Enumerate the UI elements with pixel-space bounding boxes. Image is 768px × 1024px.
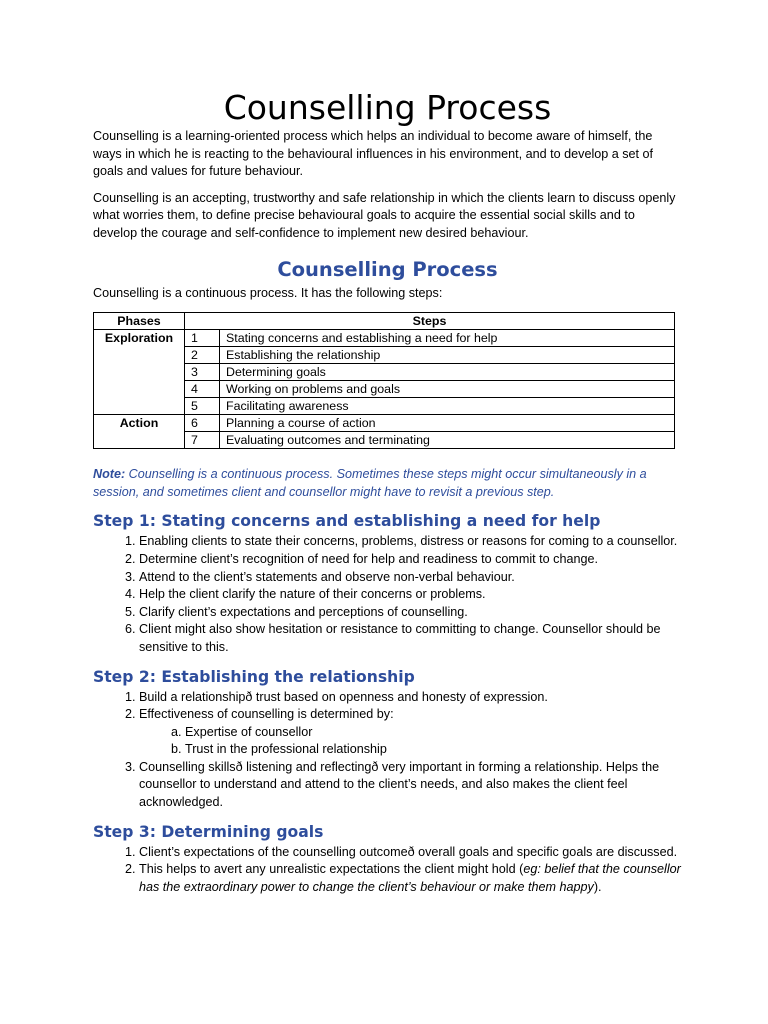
list-item: 3. Attend to the client’s statements and observe non-verbal behaviour. xyxy=(139,569,682,587)
section-intro: Counselling is a continuous process. It has the following steps: xyxy=(93,285,443,300)
step-number: 3 xyxy=(185,364,220,381)
list-item-example: eg: belief that the counsellor has the extraordinary power to change the client’s behaviour or make them happy xyxy=(139,862,681,894)
step-text: Evaluating outcomes and terminating xyxy=(220,432,675,449)
sublist-item: b. Trust in the professional relationship xyxy=(185,741,682,759)
list-item xyxy=(139,861,682,896)
step2-list xyxy=(93,689,682,812)
note-label: Note: xyxy=(93,467,126,482)
step2-heading: Step 2: Establishing the relationship xyxy=(93,667,415,686)
list-item-text: This helps to avert any unrealistic expectations the client might hold ( xyxy=(139,862,524,877)
step-text: Establishing the relationship xyxy=(220,347,675,364)
step-text: Planning a course of action xyxy=(220,415,675,432)
step-text: Working on problems and goals xyxy=(220,381,675,398)
step-text: Facilitating awareness xyxy=(220,398,675,415)
step-number: 5 xyxy=(185,398,220,415)
list-item: 5. Clarify client’s expectations and perceptions of counselling. xyxy=(139,604,682,622)
step1-list xyxy=(93,533,682,656)
phase-exploration: Exploration xyxy=(94,330,185,415)
list-item xyxy=(139,706,682,759)
list-item-text-end: ). xyxy=(593,879,602,894)
step-number: 2 xyxy=(185,347,220,364)
table-row xyxy=(94,330,675,347)
table-header-row xyxy=(94,313,675,330)
step-text: Determining goals xyxy=(220,364,675,381)
table-header-phases: Phases xyxy=(94,313,185,330)
list-item: 1. Enabling clients to state their concerns, problems, distress or reasons for coming to a counsellor. xyxy=(139,533,682,551)
phase-action: Action xyxy=(94,415,185,449)
table-header-steps: Steps xyxy=(185,313,675,330)
step-text: Stating concerns and establishing a need for help xyxy=(220,330,675,347)
list-item: 1. Client’s expectations of the counselling outcomeð overall goals and specific goals are discussed. xyxy=(139,844,682,862)
page-title: Counselling Process xyxy=(223,88,552,127)
sublist-item: a. Expertise of counsellor xyxy=(185,724,682,742)
step1-heading: Step 1: Stating concerns and establishing a need for help xyxy=(93,512,601,531)
note-text: Counselling is a continuous process. Sometimes these steps might occur simultaneously in a session, and sometimes client and counsellor might have to revisit a previous step. xyxy=(93,467,647,499)
list-item-text: Effectiveness of counselling is determined by: xyxy=(139,707,394,722)
phases-table xyxy=(93,312,675,449)
step-number: 6 xyxy=(185,415,220,432)
note-paragraph xyxy=(93,466,682,501)
step3-heading: Step 3: Determining goals xyxy=(93,822,324,841)
list-item: 6. Client might also show hesitation or resistance to committing to change. Counsellor should be sensitive to this. xyxy=(139,621,682,656)
list-item: 4. Help the client clarify the nature of their concerns or problems. xyxy=(139,586,682,604)
step2-sublist xyxy=(139,724,682,759)
step3-list xyxy=(93,844,682,897)
section-heading: Counselling Process xyxy=(277,257,498,281)
table-row xyxy=(94,415,675,432)
step-number: 7 xyxy=(185,432,220,449)
list-item: 2. Determine client’s recognition of need for help and readiness to commit to change. xyxy=(139,551,682,569)
step-number: 1 xyxy=(185,330,220,347)
list-item: 3. Counselling skillsð listening and reflectingð very important in forming a relationship. Helps the counsellor to understand and attend to the client’s needs, and also makes the client feel acknowledged. xyxy=(139,759,682,812)
intro-paragraph-1: Counselling is a learning-oriented process which helps an individual to become aware of himself, the ways in which he is reacting to the behavioural influences in his environment, and to develop a set of goals and values for future behaviour. xyxy=(93,129,654,179)
intro-paragraph-2: Counselling is an accepting, trustworthy and safe relationship in which the clients learn to discuss openly what worries them, to define precise behavioural goals to acquire the essential social skills and to develop the courage and self-confidence to implement new desired behaviour. xyxy=(93,190,676,240)
list-item: 1. Build a relationshipð trust based on openness and honesty of expression. xyxy=(139,689,682,707)
step-number: 4 xyxy=(185,381,220,398)
